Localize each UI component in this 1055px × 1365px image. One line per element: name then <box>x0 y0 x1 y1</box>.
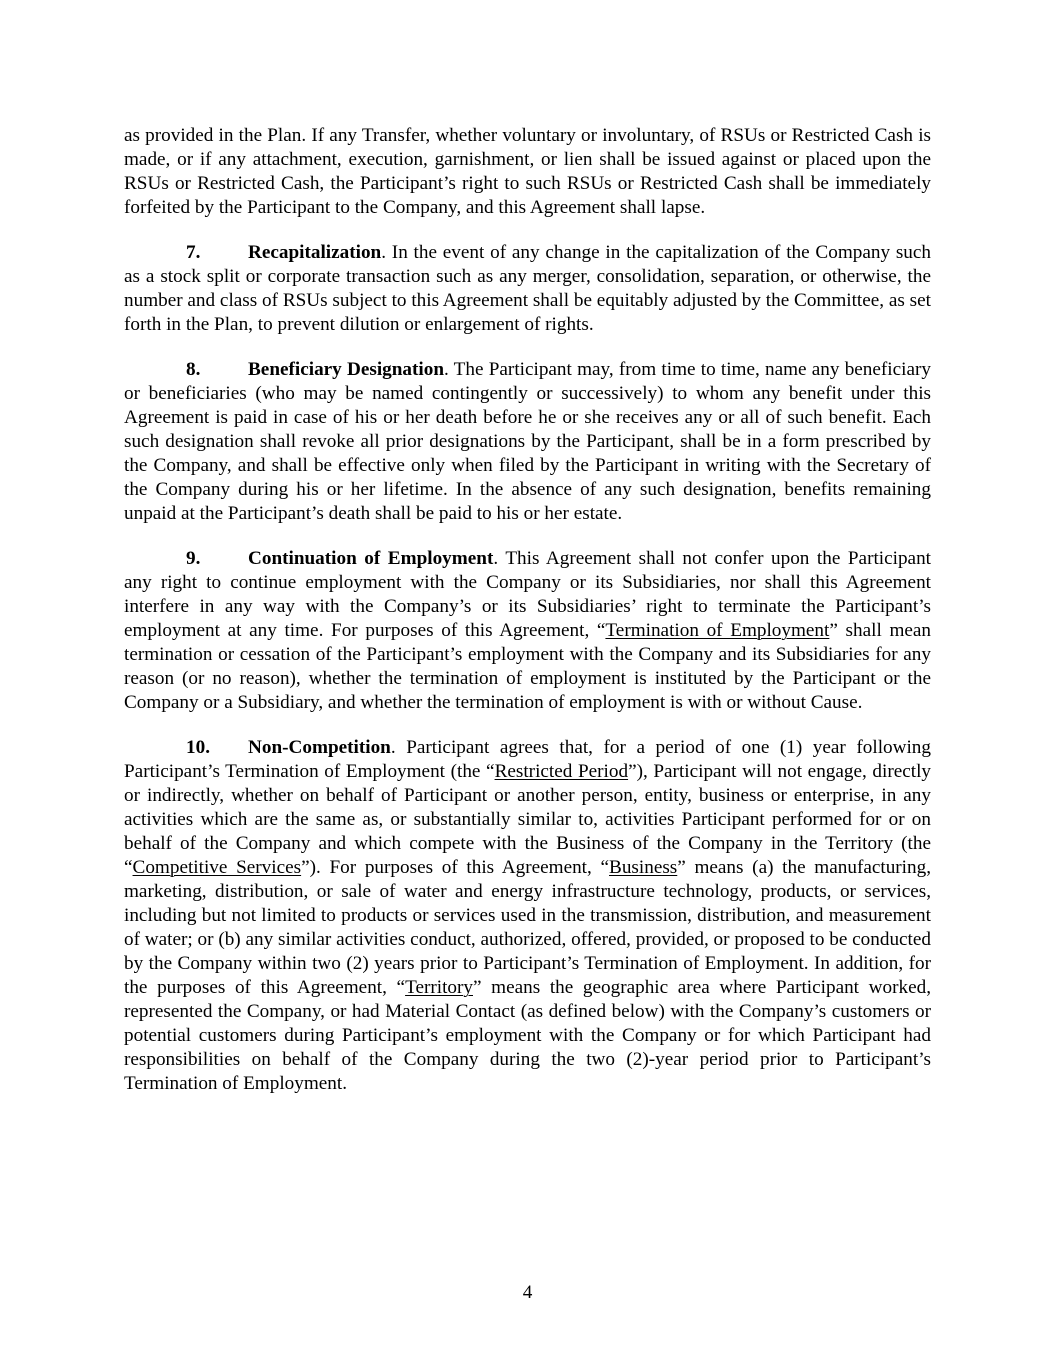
section-text: ” means the geographic area where Participant worked, represented the Company, or had Material Contact (as defined below) with the Company’s customers or potential customers during Participant’s employment with the Company or for which Participant had responsibilities on behalf of the Company during the two (2)-year period prior to Participant’s Termination of Employment. <box>124 977 931 1094</box>
page-number: 4 <box>522 1282 533 1303</box>
section-number: 9. <box>186 548 201 569</box>
defined-term-termination-of-employment: Termination of Employment <box>605 620 830 641</box>
section-heading: Continuation of Employment <box>248 548 494 569</box>
section-10-non-competition <box>124 736 931 1096</box>
section-8-beneficiary-designation <box>124 358 931 526</box>
defined-term-territory: Territory <box>405 977 473 998</box>
defined-term-business: Business <box>609 857 678 878</box>
section-text: ”), Participant will not engage, directly or indirectly, whether on behalf of Participant or another person, entity, business or enterprise, in any activities which are the same as, or substantially similar to, activities Participant performed for or on behalf of the Company and which compete with the Business of the Company in the Territory (the “ <box>124 761 932 878</box>
section-heading: Recapitalization <box>248 242 382 263</box>
document-body <box>124 124 931 1096</box>
continued-paragraph <box>124 124 931 220</box>
section-text: . This Agreement shall not confer upon the Participant any right to continue employment with the Company or its Subsidiaries, nor shall this Agreement interfere in any way with the Company’s or its Subsidiaries’ right to terminate the Participant’s employment at any time. For purposes of this Agreement, “ <box>124 548 932 641</box>
defined-term-competitive-services: Competitive Services <box>132 857 302 878</box>
continued-paragraph-text: as provided in the Plan. If any Transfer, whether voluntary or involuntary, of RSUs or Restricted Cash is made, or if any attachment, execution, garnishment, or lien shall be issued against or placed upon the RSUs or Restricted Cash, the Participant’s right to such RSUs or Restricted Cash shall be immediately forfeited by the Participant to the Company, and this Agreement shall lapse. <box>124 125 931 218</box>
section-text: . In the event of any change in the capitalization of the Company such as a stock split or corporate transaction such as any merger, consolidation, separation, or otherwise, the number and class of RSUs subject to this Agreement shall be equitably adjusted by the Committee, as set forth in the Plan, to prevent dilution or enlargement of rights. <box>124 242 931 335</box>
section-text: ” means (a) the manufacturing, marketing, distribution, or sale of water and energy infrastructure technology, products, or services, including but not limited to products or services used in the transmission, distribution, and measurement of water; or (b) any similar activities conduct, authorized, offered, provided, or proposed to be conducted by the Company within two (2) years prior to Participant’s Termination of Employment. In addition, for the purposes of this Agreement, “ <box>124 857 931 998</box>
section-9-continuation-of-employment <box>124 547 931 715</box>
section-number: 8. <box>186 359 201 380</box>
section-number: 7. <box>186 242 201 263</box>
section-text: . Participant agrees that, for a period of one (1) year following Participant’s Termination of Employment (the “ <box>124 737 931 782</box>
section-text: . The Participant may, from time to time, name any beneficiary or beneficiaries (who may be named contingently or successively) to whom any benefit under this Agreement is paid in case of his or her death before he or she receives any or all of such benefit. Each such designation shall revoke all prior designations by the Participant, shall be in a form prescribed by the Company, and shall be effective only when filed by the Participant in writing with the Secretary of the Company during his or her lifetime. In the absence of any such designation, benefits remaining unpaid at the Participant’s death shall be paid to his or her estate. <box>124 359 931 524</box>
section-text: ” shall mean termination or cessation of the Participant’s employment with the Company and its Subsidiaries for any reason (or no reason), whether the termination of employment is instituted by the Participant or the Company or a Subsidiary, and whether the termination of employment is with or without Cause. <box>124 620 931 713</box>
section-heading: Non-Competition <box>248 737 391 758</box>
section-7-recapitalization <box>124 241 931 337</box>
section-text: ”). For purposes of this Agreement, “ <box>301 857 610 878</box>
section-number: 10. <box>186 737 210 758</box>
defined-term-restricted-period: Restricted Period <box>494 761 629 782</box>
section-heading: Beneficiary Designation <box>248 359 445 380</box>
